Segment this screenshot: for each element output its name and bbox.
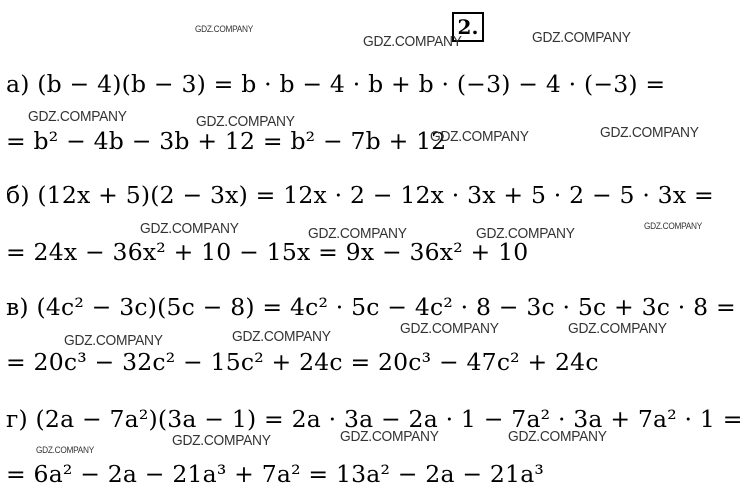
solution-g-line-2: = 6a² − 2a − 21a³ + 7a² = 13a² − 2a − 21a³ xyxy=(6,460,545,488)
watermark: GDZ.COMPANY xyxy=(532,29,631,46)
watermark: GDZ.COMPANY xyxy=(308,225,407,242)
watermark: GDZ.COMPANY xyxy=(568,320,667,337)
watermark: GDZ.COMPANY xyxy=(476,225,575,242)
solution-a-line-2: = b² − 4b − 3b + 12 = b² − 7b + 12 xyxy=(6,127,447,155)
watermark: GDZ.COMPANY xyxy=(140,220,239,237)
watermark: GDZ.COMPANY xyxy=(363,33,462,50)
watermark: GDZ.COMPANY xyxy=(64,332,163,349)
watermark: GDZ.COMPANY xyxy=(600,124,699,141)
watermark: GDZ.COMPANY xyxy=(430,128,529,145)
solution-b-line-2: = 24x − 36x² + 10 − 15x = 9x − 36x² + 10 xyxy=(6,238,529,266)
solution-a-line-1: а) (b − 4)(b − 3) = b · b − 4 · b + b · (−3) − 4 · (−3) = xyxy=(6,70,666,98)
solution-g-line-1: г) (2a − 7a²)(3a − 1) = 2a · 3a − 2a · 1 − 7a² · 3a + 7a² · 1 = xyxy=(6,405,743,433)
watermark: GDZ.COMPANY xyxy=(28,108,127,125)
solution-b-line-1: б) (12x + 5)(2 − 3x) = 12x · 2 − 12x · 3x + 5 · 2 − 5 · 3x = xyxy=(6,181,714,209)
watermark: GDZ.COMPANY xyxy=(36,445,95,455)
watermark: GDZ.COMPANY xyxy=(172,432,271,449)
watermark: GDZ.COMPANY xyxy=(196,113,295,130)
watermark: GDZ.COMPANY xyxy=(195,24,254,34)
watermark: GDZ.COMPANY xyxy=(340,428,439,445)
watermark: GDZ.COMPANY xyxy=(508,428,607,445)
solution-v-line-2: = 20c³ − 32c² − 15c² + 24c = 20c³ − 47c² + 24c xyxy=(6,348,599,376)
solution-v-line-1: в) (4c² − 3c)(5c − 8) = 4c² · 5c − 4c² · 8 − 3c · 5c + 3c · 8 = xyxy=(6,293,736,321)
task-number-box: 2. xyxy=(452,12,484,42)
watermark: GDZ.COMPANY xyxy=(400,320,499,337)
watermark: GDZ.COMPANY xyxy=(232,328,331,345)
watermark: GDZ.COMPANY xyxy=(644,221,703,231)
